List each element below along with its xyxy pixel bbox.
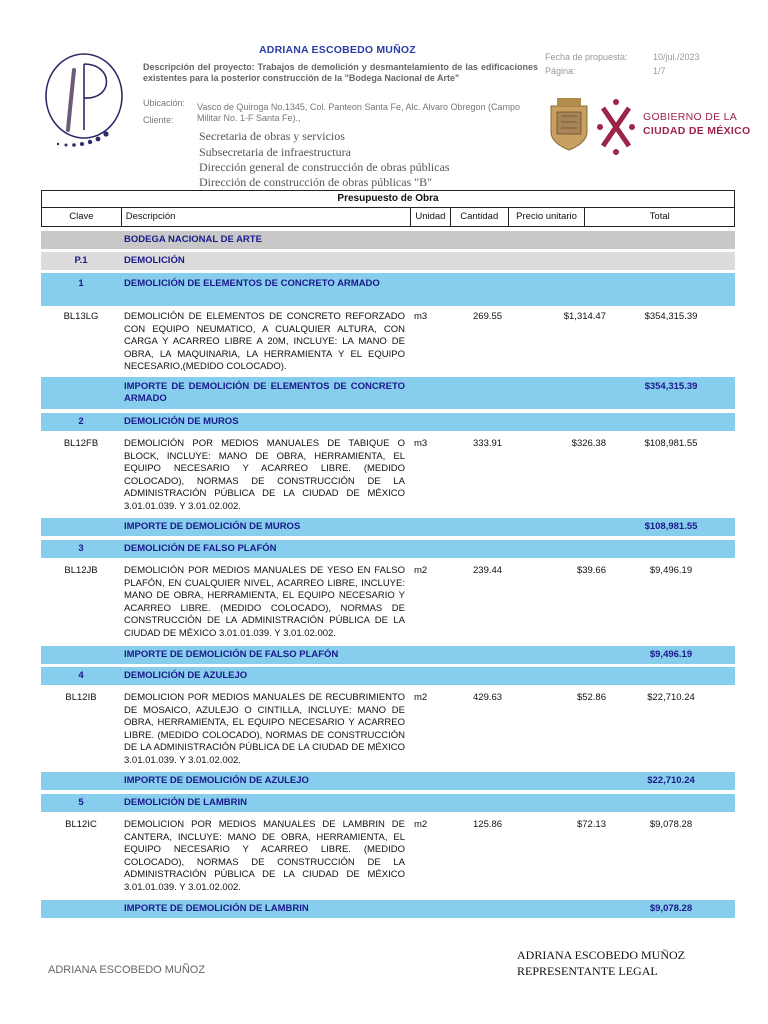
subtotal-value: $354,315.39 — [644, 381, 698, 392]
item-description: DEMOLICIÓN DE ELEMENTOS DE CONCRETO REFORZADO CON EQUIPO NEUMATICO, A CUALQUIER ALTURA, CON CARGA Y ACARREO LIBRE A 20M, INCLUYE: LA MANO DE OBRA, LA MAQUINARIA, LA HERRAMIENTA Y EL EQUIPO NECESARIO,(MEDIDO COLOCADO). — [124, 311, 405, 373]
subtotal-label: IMPORTE DE DEMOLICIÓN DE AZULEJO — [124, 775, 309, 786]
client-line-2: Subsecretaria de infraestructura — [199, 145, 351, 159]
date-value: 10/jul./2023 — [653, 52, 700, 62]
item-price: $39.66 — [576, 565, 606, 576]
item-total: $22,710.24 — [647, 692, 695, 703]
group-name: DEMOLICIÓN DE ELEMENTOS DE CONCRETO ARMADO — [124, 278, 380, 289]
item-total: $108,981.55 — [644, 438, 698, 449]
location-label: Ubicación: — [143, 98, 186, 108]
table-row — [41, 438, 735, 516]
project-description: Descripción del proyecto: Trabajos de demolición y desmantelamiento de las edificaciones existentes para la posterior construcción de la "Bodega Nacional de Arte" — [143, 62, 538, 83]
subtotal-label: IMPORTE DE DEMOLICIÓN DE LAMBRIN — [124, 903, 309, 914]
item-quantity: 125.86 — [473, 819, 503, 830]
group-header — [41, 667, 735, 685]
item-price: $326.38 — [571, 438, 606, 449]
gov-line-1: GOBIERNO DE LA — [643, 111, 738, 123]
group-name: DEMOLICIÓN DE AZULEJO — [124, 670, 248, 681]
item-quantity: 333.91 — [473, 438, 503, 449]
subtotal-row — [41, 377, 735, 409]
group-header — [41, 413, 735, 431]
section-name: DEMOLICIÓN — [124, 255, 185, 266]
group-header — [41, 794, 735, 812]
item-unit: m3 — [414, 438, 428, 449]
group-number: 2 — [78, 416, 84, 427]
table-row — [41, 819, 735, 897]
item-quantity: 269.55 — [473, 311, 503, 322]
group-number: 4 — [78, 670, 84, 681]
subtotal-value: $108,981.55 — [644, 521, 698, 532]
signer-name: ADRIANA ESCOBEDO MUÑOZ — [517, 948, 686, 962]
subtotal-label: IMPORTE DE DEMOLICIÓN DE FALSO PLAFÓN — [124, 649, 339, 660]
project-row — [41, 231, 735, 249]
subtotal-label: IMPORTE DE DEMOLICIÓN DE MUROS — [124, 521, 301, 532]
item-description: DEMOLICIÓN POR MEDIOS MANUALES DE YESO EN FALSO PLAFÓN, EN CUALQUIER NIVEL, ACARREO LIBRE, INCLUYE: MANO DE OBRA, HERRAMIENTA, EL EQUIPO NECESARIO Y ACARREO LIBRE. (MEDIDO COLOCADO), NORMAS DE CONSTRUCCIÓN DE LA ADMINISTRACIÓN PÚBLICA DE LA CIUDAD DE MÉXICO 3.01.01.039. Y 3.01.02.002. — [124, 565, 405, 639]
group-name: DEMOLICIÓN DE MUROS — [124, 416, 239, 427]
group-number: 3 — [78, 543, 84, 554]
table-row — [41, 565, 735, 643]
col-clave: Clave — [42, 208, 122, 226]
item-code: BL13LG — [63, 311, 99, 322]
group-name: DEMOLICIÓN DE FALSO PLAFÓN — [124, 543, 277, 554]
col-precio-unitario: Precio unitario — [509, 208, 586, 226]
item-code: BL12JB — [64, 565, 98, 576]
item-code: BL12FB — [63, 438, 99, 449]
item-description: DEMOLICION POR MEDIOS MANUALES DE RECUBRIMIENTO DE MOSAICO, AZULEJO O CINTILLA, INCLUYE: MANO DE OBRA, HERRAMIENTA, EL EQUIPO NECESARIO Y ACARREO LIBRE. (MEDIDO COLOCADO), NORMAS DE CONSTRUCCIÓN DE LA ADMINISTRACIÓN PÚBLICA DE LA CIUDAD DE MÉXICO 3.01.01.039. Y 3.01.02.002. — [124, 692, 405, 766]
col-unidad: Unidad — [411, 208, 451, 226]
location-value: Vasco de Quiroga No.1345, Col. Panteon Santa Fe, Alc. Alvaro Obregon (Campo Militar No. 1-F Santa Fe)., — [197, 102, 521, 123]
column-headers — [41, 208, 735, 227]
subtotal-row — [41, 646, 735, 664]
signature-block — [517, 947, 685, 979]
item-quantity: 239.44 — [473, 565, 503, 576]
project-name: BODEGA NACIONAL DE ARTE — [124, 234, 262, 245]
gobierno-cdmx-logo-icon — [597, 98, 635, 156]
item-price: $1,314.47 — [563, 311, 606, 322]
date-label: Fecha de propuesta: — [545, 52, 628, 62]
item-unit: m3 — [414, 311, 428, 322]
table-row — [41, 311, 735, 377]
client-line-3: Dirección general de construcción de obras públicas — [199, 160, 450, 174]
page-label: Página: — [545, 66, 576, 76]
subtotal-row — [41, 518, 735, 536]
table-title: Presupuesto de Obra — [41, 190, 735, 208]
item-description: DEMOLICIÓN POR MEDIOS MANUALES DE TABIQUE O BLOCK, INCLUYE: MANO DE OBRA, HERRAMIENTA, EL EQUIPO NECESARIO Y ACARREO LIBRE. (MEDIDO COLOCADO), NORMAS DE CONSTRUCCIÓN DE LA ADMINISTRACIÓN PÚBLICA DE LA CIUDAD DE MÉXICO 3.01.01.039. Y 3.01.02.002. — [124, 438, 405, 512]
item-unit: m2 — [414, 819, 428, 830]
client-line-4: Dirección de construcción de obras públicas "B" — [199, 175, 433, 189]
section-key: P.1 — [74, 255, 88, 266]
subtotal-value: $9,496.19 — [649, 649, 693, 660]
group-header — [41, 273, 735, 306]
section-row — [41, 252, 735, 270]
subtotal-label: IMPORTE DE DEMOLICIÓN DE ELEMENTOS DE CONCRETO ARMADO — [124, 381, 405, 404]
item-code: BL12IB — [65, 692, 97, 703]
signer-role: REPRESENTANTE LEGAL — [517, 964, 658, 978]
footer-company-name: ADRIANA ESCOBEDO MUÑOZ — [48, 964, 206, 976]
company-name: ADRIANA ESCOBEDO MUÑOZ — [259, 44, 416, 56]
col-cantidad: Cantidad — [451, 208, 509, 226]
client-line-1: Secretaria de obras y servicios — [199, 129, 345, 143]
item-total: $9,496.19 — [649, 565, 693, 576]
subtotal-value: $22,710.24 — [647, 775, 695, 786]
client-label: Cliente: — [143, 115, 174, 125]
group-number: 5 — [78, 797, 84, 808]
item-code: BL12IC — [65, 819, 97, 830]
group-header — [41, 540, 735, 558]
group-number: 1 — [78, 278, 84, 289]
company-logo — [44, 50, 126, 148]
budget-table-header — [41, 190, 735, 227]
cdmx-seal-icon — [549, 98, 589, 152]
table-row — [41, 692, 735, 770]
page-value: 1/7 — [653, 66, 666, 76]
col-total: Total — [649, 211, 670, 222]
col-descripcion: Descripción — [122, 208, 411, 226]
item-price: $72.13 — [576, 819, 606, 830]
group-name: DEMOLICIÓN DE LAMBRIN — [124, 797, 247, 808]
item-price: $52.86 — [576, 692, 606, 703]
item-description: DEMOLICION POR MEDIOS MANUALES DE LAMBRIN DE CANTERA, INCLUYE: MANO DE OBRA, HERRAMIENTA, EL EQUIPO NECESARIO Y ACARREO LIBRE. (MEDIDO COLOCADO), NORMAS DE CONSTRUCCIÓN DE LA ADMINISTRACIÓN PÚBLICA DE LA CIUDAD DE MÉXICO 3.01.01.039. Y 3.01.02.002. — [124, 819, 405, 893]
item-total: $354,315.39 — [644, 311, 698, 322]
item-total: $9,078.28 — [649, 819, 693, 830]
gobierno-cdmx-text — [643, 110, 750, 138]
item-quantity: 429.63 — [473, 692, 503, 703]
subtotal-row — [41, 772, 735, 790]
subtotal-value: $9,078.28 — [649, 903, 693, 914]
item-unit: m2 — [414, 692, 428, 703]
item-unit: m2 — [414, 565, 428, 576]
subtotal-row — [41, 900, 735, 918]
gov-line-2: CIUDAD DE MÉXICO — [643, 125, 751, 137]
